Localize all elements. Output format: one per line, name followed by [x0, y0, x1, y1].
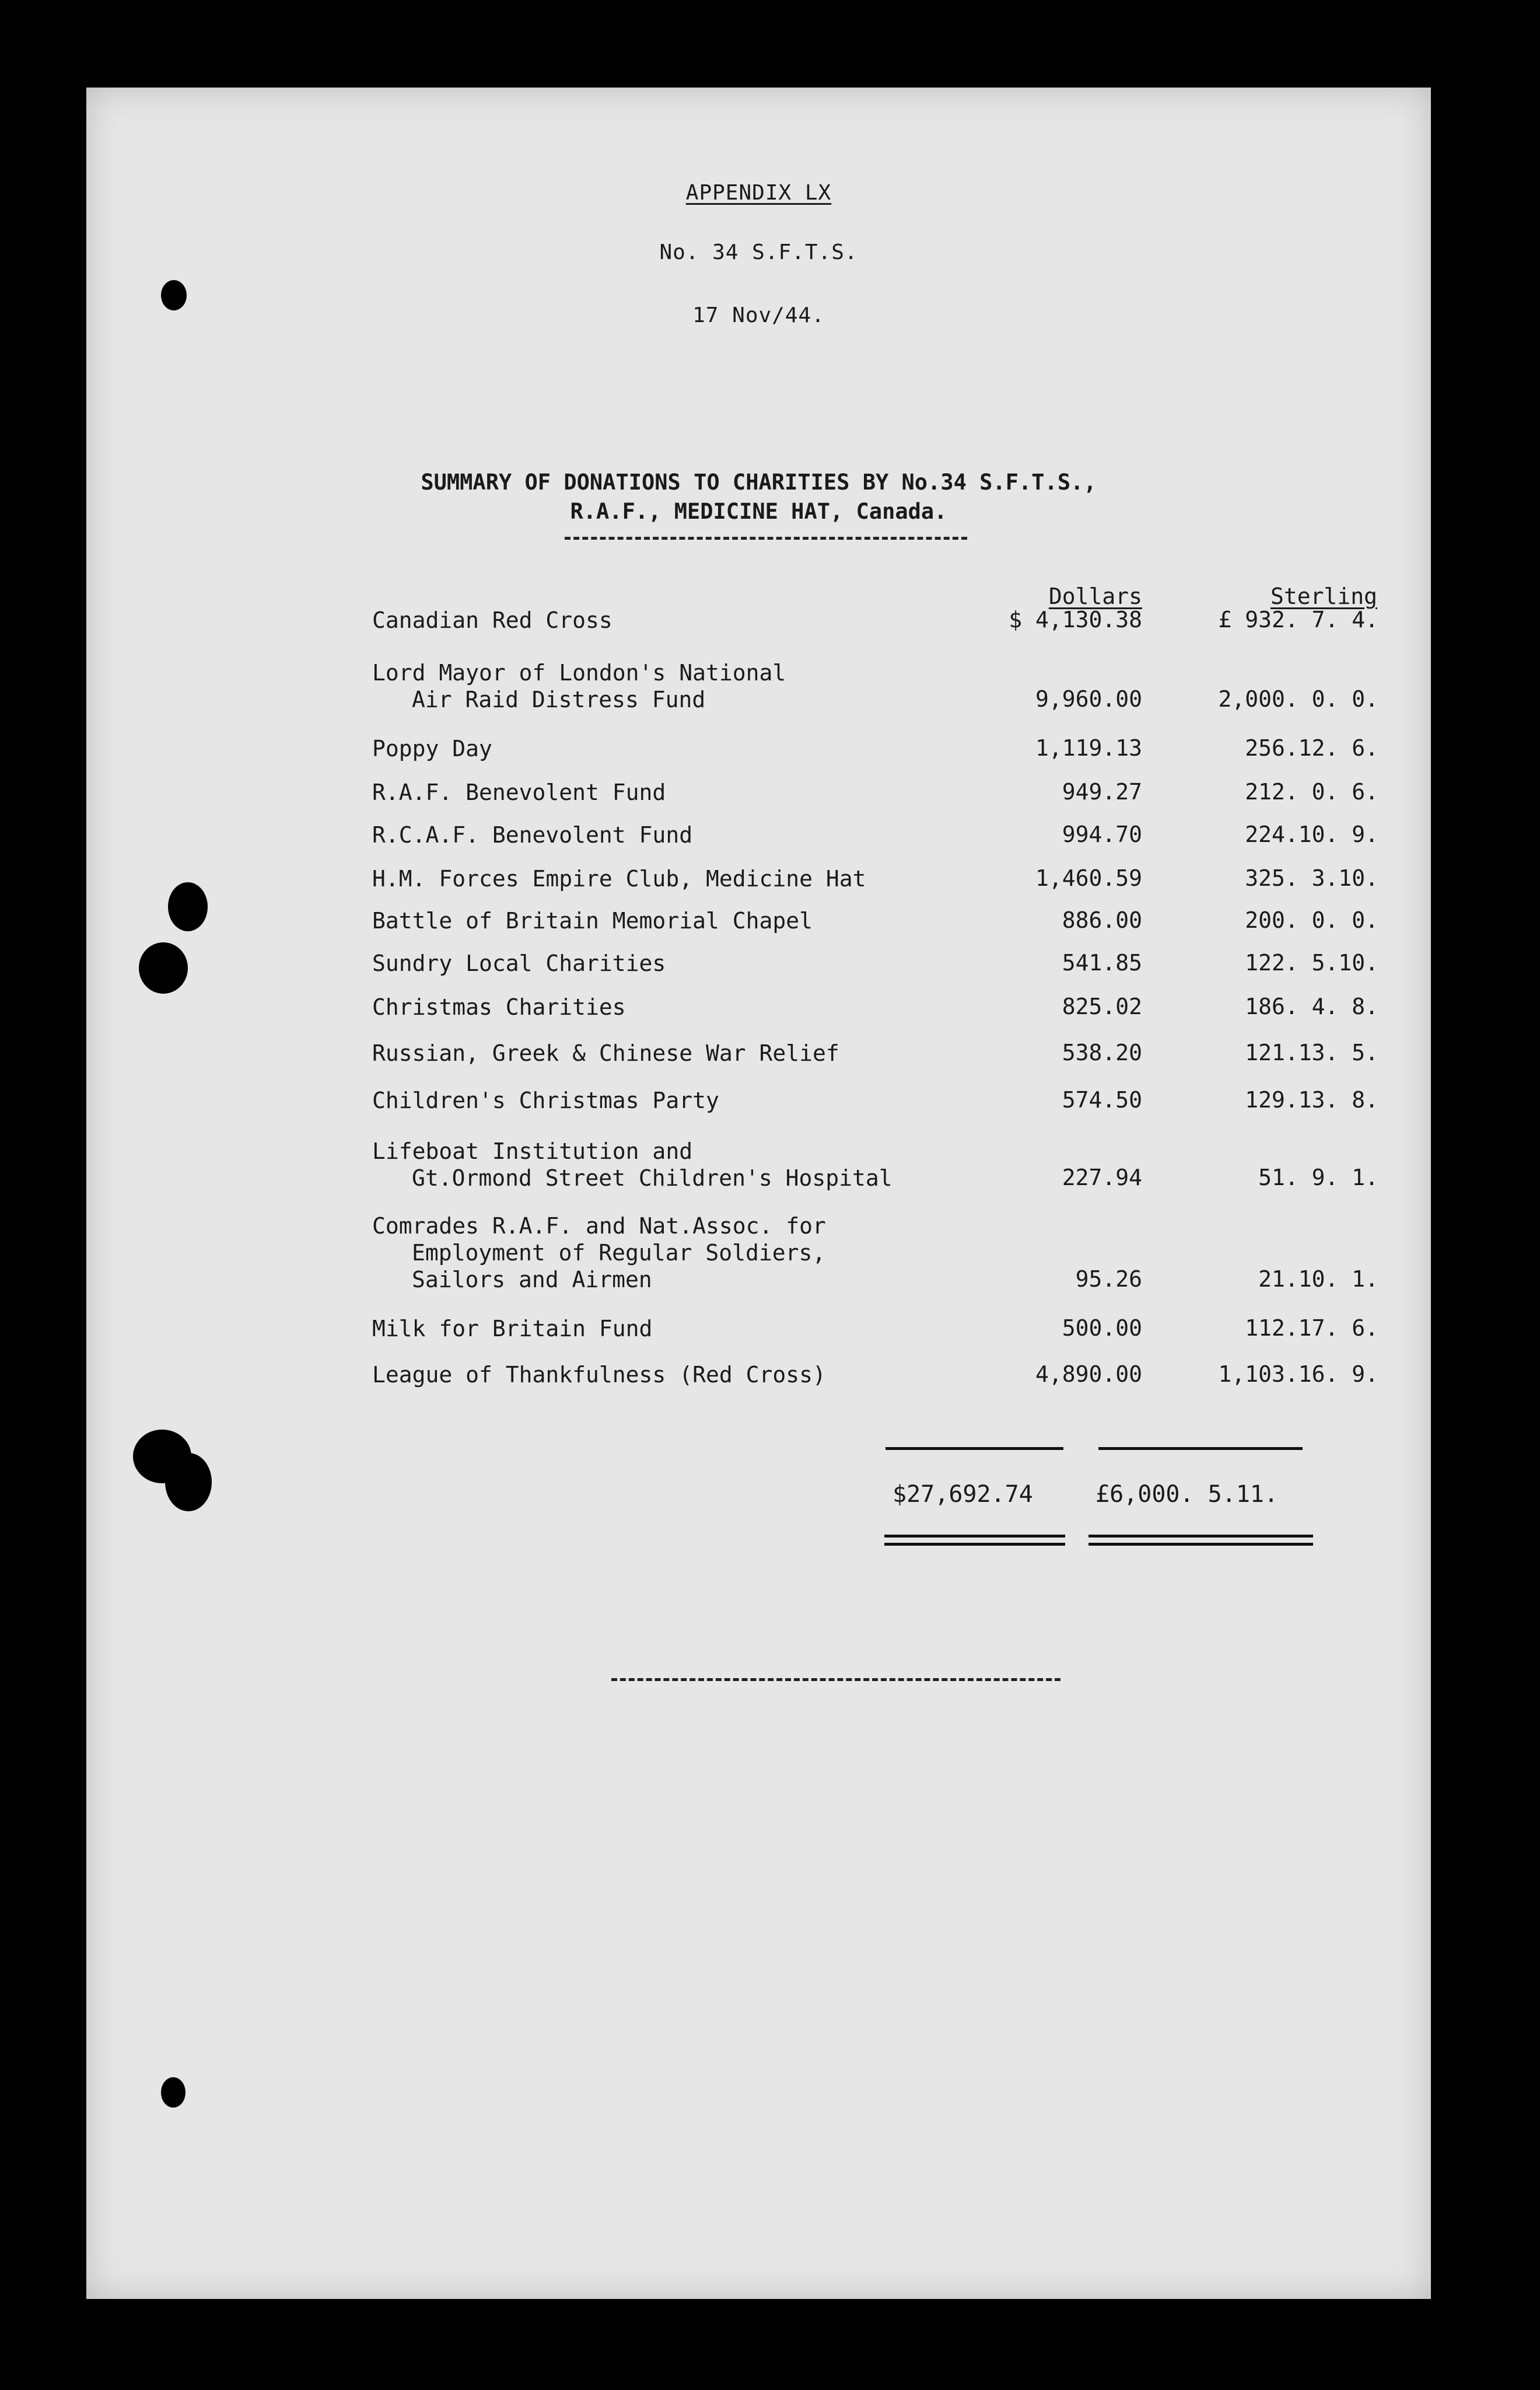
- sterling-column-header: Sterling: [1270, 583, 1377, 609]
- charity-name-line: Sailors and Airmen: [412, 1267, 652, 1292]
- sterling-amount: 325. 3.10.: [1245, 865, 1378, 891]
- charity-name: [372, 1040, 839, 1067]
- dollars-amount: 541.85: [1062, 950, 1142, 976]
- charity-name-line: Russian, Greek & Chinese War Relief: [372, 1040, 839, 1066]
- sterling-double-rule-top: [1088, 1535, 1313, 1538]
- charity-name-line: Poppy Day: [372, 736, 492, 761]
- dollars-amount: 1,119.13: [1035, 735, 1142, 761]
- charity-name-line: Christmas Charities: [372, 994, 626, 1020]
- dollars-total: $27,692.74: [892, 1481, 1033, 1508]
- charity-name-line: Sundry Local Charities: [372, 951, 666, 976]
- charity-name: [372, 1087, 719, 1114]
- summary-title-line-1: SUMMARY OF DONATIONS TO CHARITIES BY No.34 S.F.T.S.,: [421, 470, 1097, 495]
- dollars-subtotal-rule: [886, 1447, 1063, 1450]
- dollars-amount: 825.02: [1062, 994, 1142, 1019]
- charity-name-line: Lifeboat Institution and: [372, 1138, 693, 1164]
- sterling-amount: 256.12. 6.: [1245, 735, 1378, 761]
- punch-hole: [161, 2077, 186, 2108]
- sterling-amount: 200. 0. 0.: [1245, 907, 1378, 933]
- document-date: 17 Nov/44.: [692, 303, 825, 327]
- charity-name: [372, 779, 666, 806]
- charity-name: [372, 994, 626, 1021]
- document-page: [86, 88, 1431, 2299]
- appendix-heading: APPENDIX LX: [685, 181, 832, 205]
- sterling-amount: 51. 9. 1.: [1258, 1165, 1378, 1190]
- sterling-amount: 122. 5.10.: [1245, 950, 1378, 976]
- sterling-total: £6,000. 5.11.: [1096, 1481, 1279, 1508]
- charity-name: [372, 1138, 892, 1191]
- punch-hole: [139, 942, 188, 994]
- charity-name-line: Children's Christmas Party: [372, 1088, 719, 1113]
- sterling-amount: 21.10. 1.: [1258, 1266, 1378, 1292]
- charity-name: [372, 1315, 652, 1342]
- dollars-amount: 500.00: [1062, 1315, 1142, 1341]
- charity-name-line: R.A.F. Benevolent Fund: [372, 780, 666, 805]
- charity-name-line: Employment of Regular Soldiers,: [412, 1240, 826, 1266]
- charity-name: [372, 1361, 826, 1388]
- charity-name: [372, 607, 612, 634]
- punch-hole: [168, 882, 208, 931]
- dollars-amount: 95.26: [1075, 1266, 1142, 1292]
- unit-number: No. 34 S.F.T.S.: [659, 240, 858, 264]
- charity-name: [372, 865, 866, 892]
- charity-name-line: Canadian Red Cross: [372, 607, 612, 633]
- closing-dashed-rule: [611, 1678, 1060, 1681]
- dollars-amount: 538.20: [1062, 1040, 1142, 1065]
- charity-name: [372, 735, 492, 762]
- charity-name: [372, 907, 813, 934]
- dollars-amount: 1,460.59: [1035, 865, 1142, 891]
- dollars-amount: 227.94: [1062, 1165, 1142, 1190]
- dollars-double-rule-bottom: [884, 1543, 1065, 1546]
- charity-name-line: Lord Mayor of London's National: [372, 660, 786, 686]
- dollars-amount: 574.50: [1062, 1087, 1142, 1113]
- sterling-amount: 2,000. 0. 0.: [1218, 686, 1378, 712]
- charity-name-line: H.M. Forces Empire Club, Medicine Hat: [372, 866, 866, 892]
- charity-name-line: Gt.Ormond Street Children's Hospital: [412, 1165, 892, 1191]
- charity-name-line: Milk for Britain Fund: [372, 1316, 653, 1341]
- dollars-amount: $ 4,130.38: [1009, 607, 1142, 633]
- sterling-amount: 121.13. 5.: [1245, 1040, 1378, 1065]
- dollars-column-header: Dollars: [1048, 583, 1142, 609]
- sterling-amount: 186. 4. 8.: [1245, 994, 1378, 1019]
- charity-name: [372, 659, 786, 713]
- dollars-amount: 886.00: [1062, 907, 1142, 933]
- sterling-amount: 129.13. 8.: [1245, 1087, 1378, 1113]
- dollars-amount: 949.27: [1062, 779, 1142, 805]
- sterling-amount: 1,103.16. 9.: [1218, 1361, 1378, 1387]
- dollars-amount: 994.70: [1062, 822, 1142, 847]
- charity-name-line: Air Raid Distress Fund: [412, 687, 706, 712]
- charity-name-line: R.C.A.F. Benevolent Fund: [372, 822, 693, 848]
- punch-hole: [165, 1453, 212, 1511]
- charity-name: [372, 822, 692, 848]
- dollars-double-rule-top: [884, 1535, 1065, 1538]
- title-dashed-rule: [565, 537, 967, 540]
- sterling-amount: £ 932. 7. 4.: [1218, 607, 1378, 633]
- charity-name-line: Comrades R.A.F. and Nat.Assoc. for: [372, 1213, 826, 1239]
- dollars-amount: 9,960.00: [1035, 686, 1142, 712]
- sterling-double-rule-bottom: [1088, 1543, 1313, 1546]
- charity-name: [372, 1213, 826, 1293]
- charity-name-line: League of Thankfulness (Red Cross): [372, 1362, 826, 1388]
- sterling-amount: 212. 0. 6.: [1245, 779, 1378, 805]
- sterling-amount: 224.10. 9.: [1245, 822, 1378, 847]
- dollars-amount: 4,890.00: [1035, 1361, 1142, 1387]
- charity-name: [372, 950, 666, 977]
- charity-name-line: Battle of Britain Memorial Chapel: [372, 908, 813, 934]
- sterling-subtotal-rule: [1098, 1447, 1303, 1450]
- sterling-amount: 112.17. 6.: [1245, 1315, 1378, 1341]
- summary-title-line-2: R.A.F., MEDICINE HAT, Canada.: [570, 499, 947, 524]
